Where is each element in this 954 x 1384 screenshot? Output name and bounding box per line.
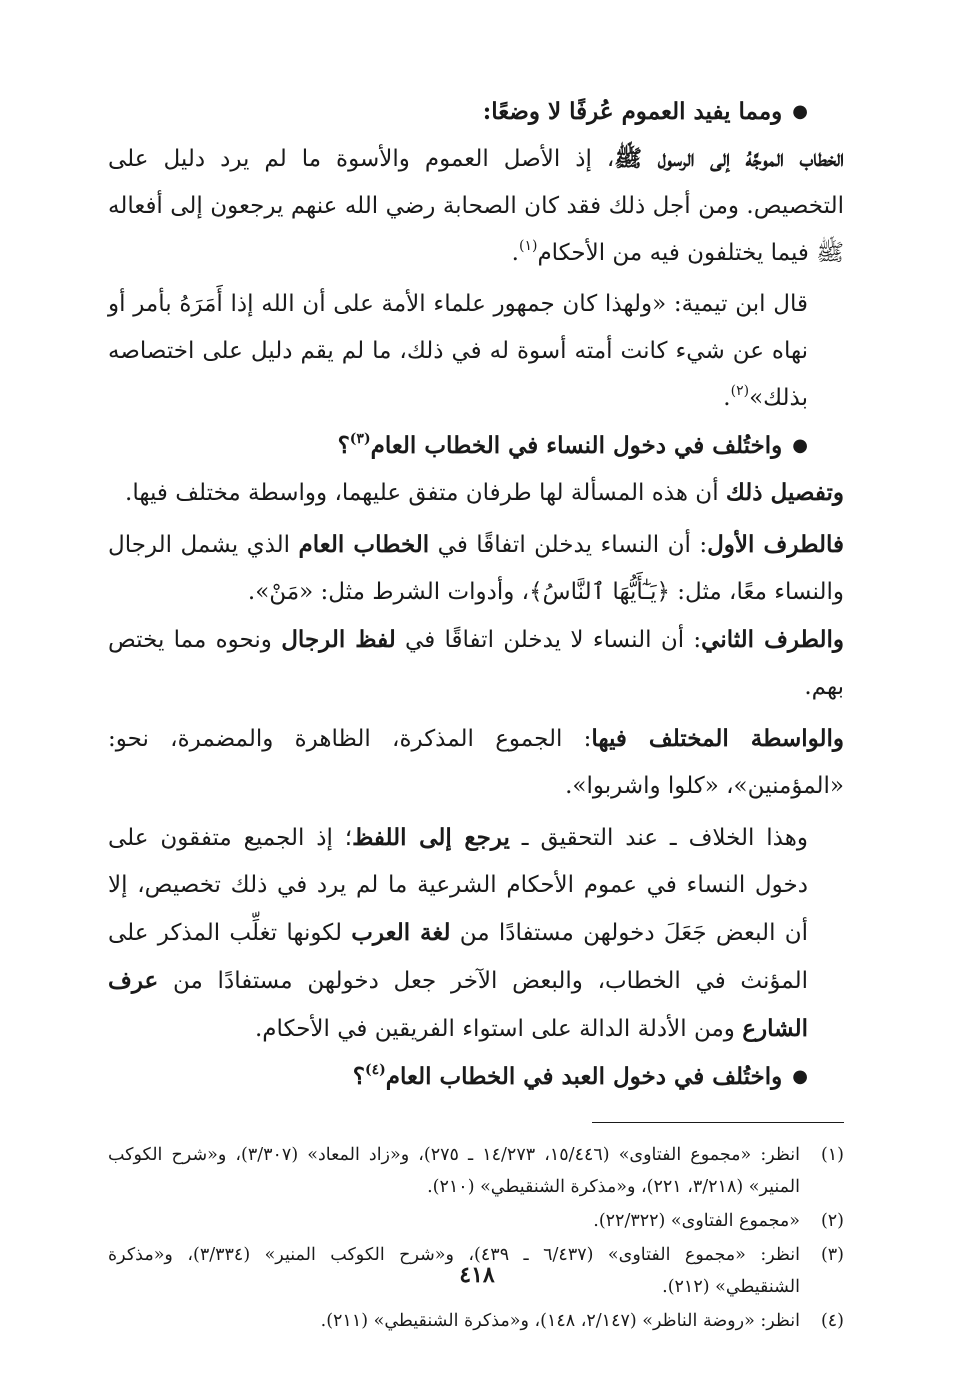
paragraph-text: : الجموع المذكرة، الظاهرة والمضمرة، نحو: «المؤمنين»، «كلوا واشربوا».	[108, 726, 844, 799]
heading-text: ؟	[352, 1063, 365, 1090]
paragraph	[108, 135, 844, 277]
bullet-icon: ●	[792, 435, 808, 456]
footnote-ref[interactable]: (٣)	[349, 431, 371, 447]
paragraph	[108, 616, 844, 711]
paragraph	[108, 814, 844, 1053]
footnotes	[108, 1139, 844, 1337]
footnote-ref[interactable]: (٢)	[730, 383, 750, 399]
footnote-divider	[592, 1122, 844, 1123]
bold-term: الخطاب العام	[298, 531, 430, 558]
bold-term: لفظ الرجال	[281, 626, 396, 653]
footnote-ref[interactable]: (١)	[518, 238, 538, 254]
section-heading	[108, 422, 844, 469]
paragraph-text: لكونها تغلِّب المذكر على المؤنث في الخطاب، والبعض الآخر جعل دخولهن مستفادًا من	[108, 920, 808, 994]
footnote-ref[interactable]: (٤)	[364, 1062, 386, 1078]
paragraph-text: : أن النساء يدخلن اتفاقًا في	[429, 532, 708, 558]
paragraph-text: : أن النساء لا يدخلن اتفاقًا في	[395, 627, 702, 653]
bold-term: الخطاب الموجَّهُ إلى الرسول ﷺ	[614, 145, 844, 172]
footnote-text: انظر: «مجموع الفتاوى» (٦/٤٣٧ ـ ٤٣٩)، و«شرح الكوكب المنير» (٣/٣٣٤)، و«مذكرة الشنقيطي» (٢١٢).	[108, 1245, 800, 1297]
footnote	[108, 1139, 844, 1203]
paragraph-text: ، إذ الأصل العموم والأسوة ما لم يرد دليل على التخصيص. ومن أجل ذلك فقد كان الصحابة رضي الله عنهم يرجعون إلى أفعاله ﷺ فيما يختلفون فيه من الأحكام	[108, 146, 844, 266]
bold-term: وتفصيل ذلك	[725, 479, 844, 506]
paragraph	[108, 521, 844, 616]
paragraph-text: أن هذه المسألة لها طرفان متفق عليهما، وواسطة مختلف فيها.	[125, 480, 726, 506]
section-heading	[108, 1053, 844, 1100]
section-heading	[108, 88, 844, 135]
paragraph-text: ونحوه مما يختص بهم.	[108, 627, 844, 700]
paragraph-text: الذي يشمل الرجال والنساء معًا، مثل: ﴿يَـٰٓأَيُّهَا ٱلنَّاسُ﴾، وأدوات الشرط مثل: «مَنْ».	[108, 532, 844, 605]
footnote-number: (٣)	[820, 1245, 844, 1265]
paragraph	[108, 281, 844, 422]
paragraph-text: ؛ إذ الجميع متفقون على دخول النساء في عموم الأحكام الشرعية ما لم يرد في ذلك تخصيص، إلا أن البعض جَعَلَ دخولهن مستفادًا من	[108, 825, 808, 946]
footnote	[108, 1305, 844, 1337]
bold-term: عرف الشارع	[108, 967, 808, 1042]
footnote-text: «مجموع الفتاوى» (٢٢/٣٢٢).	[593, 1211, 800, 1231]
bullet-icon: ●	[792, 1066, 808, 1087]
bold-term: والواسطة المختلف فيها	[591, 725, 845, 752]
bold-term: والطرف الثاني	[701, 626, 844, 653]
heading-text: ومما يفيد العموم عُرفًا لا وضعًا:	[482, 98, 783, 125]
paragraph-text: قال ابن تيمية: «ولهذا كان جمهور علماء الأمة على أن الله إذا أَمَرَهُ بأمر أو نهاه عن شيء كانت أمته أسوة له في ذلك، ما لم يقم دليل على اختصاصه بذلك»	[108, 291, 808, 411]
footnote	[108, 1205, 844, 1237]
main-text	[108, 88, 844, 1100]
footnote-number: (٢)	[820, 1211, 844, 1231]
paragraph	[108, 715, 844, 810]
paragraph-text: ومن الأدلة الدالة على استواء الفريقين في الأحكام.	[254, 1016, 743, 1042]
paragraph	[108, 469, 844, 517]
bold-term: لغة العرب	[351, 919, 451, 946]
heading-text: ؟	[337, 432, 350, 459]
footnote-text: انظر: «مجموع الفتاوى» (١٥/٤٤٦، ١٤/٢٧٣ ـ ٢٧٥)، و«زاد المعاد» (٣/٣٠٧)، و«شرح الكوكب المنير» (٣/٢١٨، ٢٢١)، و«مذكرة الشنقيطي» (٢١٠).	[108, 1145, 800, 1197]
paragraph-text: .	[511, 240, 519, 266]
paragraph-text: .	[723, 385, 731, 411]
footnote-number: (١)	[820, 1145, 844, 1165]
page-number: ٤١٨	[459, 1262, 495, 1288]
bullet-icon: ●	[792, 101, 808, 122]
heading-text: واختُلف في دخول العبد في الخطاب العام	[385, 1063, 783, 1090]
paragraph-text: وهذا الخلاف ـ عند التحقيق ـ	[509, 825, 808, 851]
bold-term: يرجع إلى اللفظ	[352, 824, 510, 851]
bold-term: فالطرف الأول	[707, 531, 844, 558]
heading-text: واختُلف في دخول النساء في الخطاب العام	[370, 432, 783, 459]
footnote-number: (٤)	[820, 1311, 844, 1331]
footnote-text: انظر: «روضة الناظر» (٢/١٤٧، ١٤٨)، و«مذكرة الشنقيطي» (٢١١).	[320, 1311, 800, 1331]
